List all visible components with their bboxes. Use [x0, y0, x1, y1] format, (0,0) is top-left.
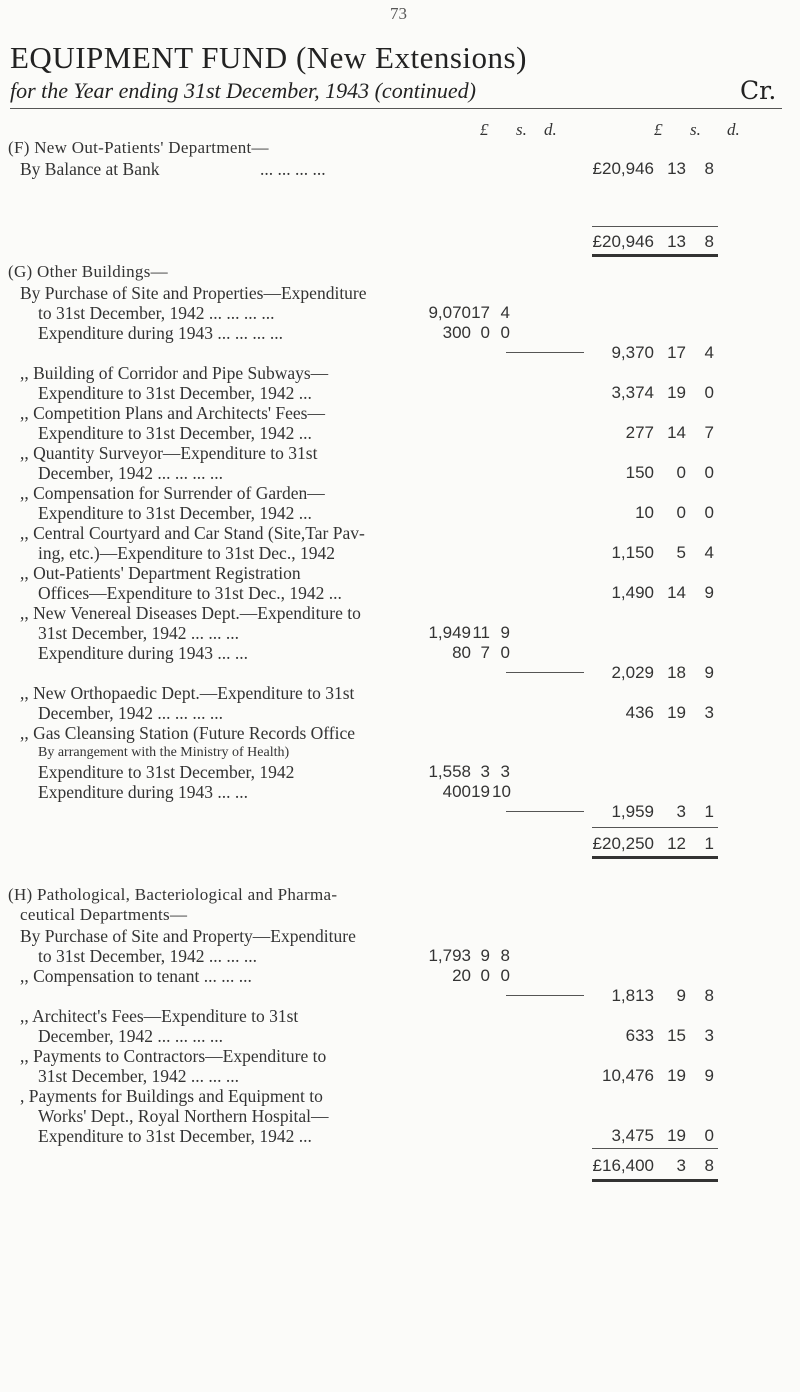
item-text: December, 1942 ... ... ... ...	[38, 1026, 223, 1046]
amount-pounds: £20,946	[592, 159, 654, 178]
sub-pence: 10	[492, 782, 511, 801]
amount-pounds: 436	[625, 703, 654, 722]
amount-shillings: 9	[676, 986, 686, 1005]
amount-pounds: 277	[625, 423, 654, 442]
sub-pounds: 80	[452, 643, 471, 662]
amount-pence: 9	[704, 1066, 714, 1085]
amount-pence: 9	[704, 663, 714, 682]
amount-pence: 3	[704, 1026, 714, 1045]
item-text: ,, Compensation to tenant ... ... ...	[20, 966, 252, 986]
amount-pounds: 150	[625, 463, 654, 482]
sub-pounds: 9,070	[428, 303, 471, 322]
item-text: ,, Central Courtyard and Car Stand (Site,Tar Pav-	[20, 523, 365, 543]
item-text: ,, Building of Corridor and Pipe Subways—	[20, 363, 329, 383]
item-text: ,, Competition Plans and Architects' Fees—	[20, 403, 325, 423]
amount-shillings: 5	[676, 543, 686, 562]
sub-pounds: 1,558	[428, 762, 471, 781]
item-text: Expenditure during 1943 ... ... ... ...	[38, 323, 283, 343]
total-pounds: £20,946	[592, 232, 654, 251]
col-pounds-1: £	[480, 120, 489, 139]
item-text: Works' Dept., Royal Northern Hospital—	[38, 1106, 329, 1126]
sub-shillings: 3	[480, 762, 490, 781]
sub-shillings: 19	[471, 782, 490, 801]
amount-shillings: 19	[667, 383, 686, 402]
item-text: ,, Architect's Fees—Expenditure to 31st	[20, 1006, 299, 1026]
item-text: to 31st December, 1942 ... ... ... ...	[38, 303, 275, 323]
sub-pence: 0	[500, 643, 510, 662]
sub-pence: 8	[500, 946, 510, 965]
item-text: ,, Payments to Contractors—Expenditure to	[20, 1046, 327, 1066]
sub-shillings: 7	[480, 643, 490, 662]
total-pounds: £16,400	[592, 1156, 654, 1175]
item-text: 31st December, 1942 ... ... ...	[38, 1066, 239, 1086]
total-pence: 1	[704, 834, 714, 853]
item-text: By Purchase of Site and Properties—Expenditure	[20, 283, 367, 303]
amount-pounds: 2,029	[611, 663, 654, 682]
sub-pounds: 1,793	[428, 946, 471, 965]
item-text: Expenditure to 31st December, 1942 ...	[38, 1126, 312, 1146]
amount-pence: 4	[704, 543, 714, 562]
amount-pounds: 1,959	[611, 802, 654, 821]
item-text: Expenditure during 1943 ... ...	[38, 782, 248, 802]
sub-pence: 0	[500, 323, 510, 342]
amount-shillings: 18	[667, 663, 686, 682]
section-f-heading: (F) New Out-Patients' Department—	[8, 138, 269, 157]
amount-shillings: 19	[667, 703, 686, 722]
amount-shillings: 17	[667, 343, 686, 362]
amount-pence: 0	[704, 503, 714, 522]
sub-pounds: 400	[442, 782, 471, 801]
item-text: Offices—Expenditure to 31st Dec., 1942 ...	[38, 583, 342, 603]
amount-pence: 0	[704, 1126, 714, 1145]
sub-shillings: 0	[480, 323, 490, 342]
item-note: By arrangement with the Ministry of Health)	[38, 745, 290, 760]
item-text: 31st December, 1942 ... ... ...	[38, 623, 239, 643]
sub-shillings: 9	[480, 946, 490, 965]
item-text: December, 1942 ... ... ... ...	[38, 463, 223, 483]
sub-pounds: 300	[442, 323, 471, 342]
item-text: to 31st December, 1942 ... ... ...	[38, 946, 257, 966]
amount-pence: 4	[704, 343, 714, 362]
amount-pence: 8	[704, 986, 714, 1005]
item-text: ,, New Orthopaedic Dept.—Expenditure to 31st	[20, 683, 355, 703]
amount-pounds: 1,150	[611, 543, 654, 562]
amount-pounds: 9,370	[611, 343, 654, 362]
sub-shillings: 0	[480, 966, 490, 985]
col-shillings-2: s.	[690, 120, 701, 139]
page-number: 73	[390, 4, 407, 23]
item-text: ,, Quantity Surveyor—Expenditure to 31st	[20, 443, 318, 463]
amount-shillings: 0	[676, 463, 686, 482]
section-f-dots: ... ... ... ...	[260, 159, 326, 179]
sub-pence: 4	[500, 303, 510, 322]
amount-shillings: 3	[676, 802, 686, 821]
amount-pounds: 10	[635, 503, 654, 522]
sub-shillings: 11	[472, 623, 490, 642]
amount-shillings: 19	[667, 1066, 686, 1085]
amount-pence: 0	[704, 463, 714, 482]
amount-shillings: 19	[667, 1126, 686, 1145]
item-text: ,, Out-Patients' Department Registration	[20, 563, 301, 583]
section-h-heading: ceutical Departments—	[20, 905, 188, 924]
section-f-line: By Balance at Bank	[20, 159, 160, 179]
item-text: Expenditure to 31st December, 1942 ...	[38, 503, 312, 523]
item-text: Expenditure during 1943 ... ...	[38, 643, 248, 663]
item-text: ,, Gas Cleansing Station (Future Records Office	[20, 723, 356, 743]
section-h-heading: (H) Pathological, Bacteriological and Pharma-	[8, 885, 338, 904]
header-rule	[10, 108, 782, 109]
total-pence: 8	[704, 232, 714, 251]
total-pounds: £20,250	[592, 834, 654, 853]
col-pence-1: d.	[544, 120, 557, 139]
item-text: December, 1942 ... ... ... ...	[38, 703, 223, 723]
amount-pence: 8	[704, 159, 714, 178]
item-text: Expenditure to 31st December, 1942 ...	[38, 423, 312, 443]
amount-pence: 0	[704, 383, 714, 402]
amount-pence: 3	[704, 703, 714, 722]
item-text: ing, etc.)—Expenditure to 31st Dec., 1942	[38, 543, 335, 563]
item-text: ,, New Venereal Diseases Dept.—Expenditure to	[20, 603, 361, 623]
sub-pence: 0	[500, 966, 510, 985]
amount-pence: 1	[704, 802, 714, 821]
amount-pounds: 1,813	[611, 986, 654, 1005]
item-text: Expenditure to 31st December, 1942 ...	[38, 383, 312, 403]
amount-shillings: 15	[667, 1026, 686, 1045]
sub-pence: 3	[500, 762, 510, 781]
amount-shillings: 14	[667, 423, 686, 442]
sub-shillings: 17	[471, 303, 490, 322]
total-pence: 8	[704, 1156, 714, 1175]
item-text: , Payments for Buildings and Equipment to	[20, 1086, 323, 1106]
item-text: ,, Compensation for Surrender of Garden—	[20, 483, 325, 503]
col-pence-2: d.	[727, 120, 740, 139]
amount-shillings: 13	[667, 159, 686, 178]
sub-pounds: 20	[452, 966, 471, 985]
credit-side-label: Cr.	[740, 76, 777, 105]
amount-shillings: 0	[676, 503, 686, 522]
sub-pounds: 1,949	[428, 623, 471, 642]
total-shillings: 3	[676, 1156, 686, 1175]
col-shillings-1: s.	[516, 120, 527, 139]
total-shillings: 12	[667, 834, 686, 853]
amount-pounds: 1,490	[611, 583, 654, 602]
amount-pence: 7	[704, 423, 714, 442]
page-title: EQUIPMENT FUND (New Extensions)	[10, 40, 527, 75]
item-text: Expenditure to 31st December, 1942	[38, 762, 295, 782]
sub-pence: 9	[500, 623, 510, 642]
page-subtitle: for the Year ending 31st December, 1943 (continued)	[10, 78, 477, 103]
amount-pounds: 3,475	[611, 1126, 654, 1145]
amount-pounds: 633	[625, 1026, 654, 1045]
amount-shillings: 14	[667, 583, 686, 602]
amount-pounds: 10,476	[602, 1066, 654, 1085]
total-shillings: 13	[667, 232, 686, 251]
col-pounds-2: £	[654, 120, 663, 139]
amount-pence: 9	[704, 583, 714, 602]
amount-pounds: 3,374	[611, 383, 654, 402]
section-g-heading: (G) Other Buildings—	[8, 262, 168, 281]
item-text: By Purchase of Site and Property—Expenditure	[20, 926, 356, 946]
